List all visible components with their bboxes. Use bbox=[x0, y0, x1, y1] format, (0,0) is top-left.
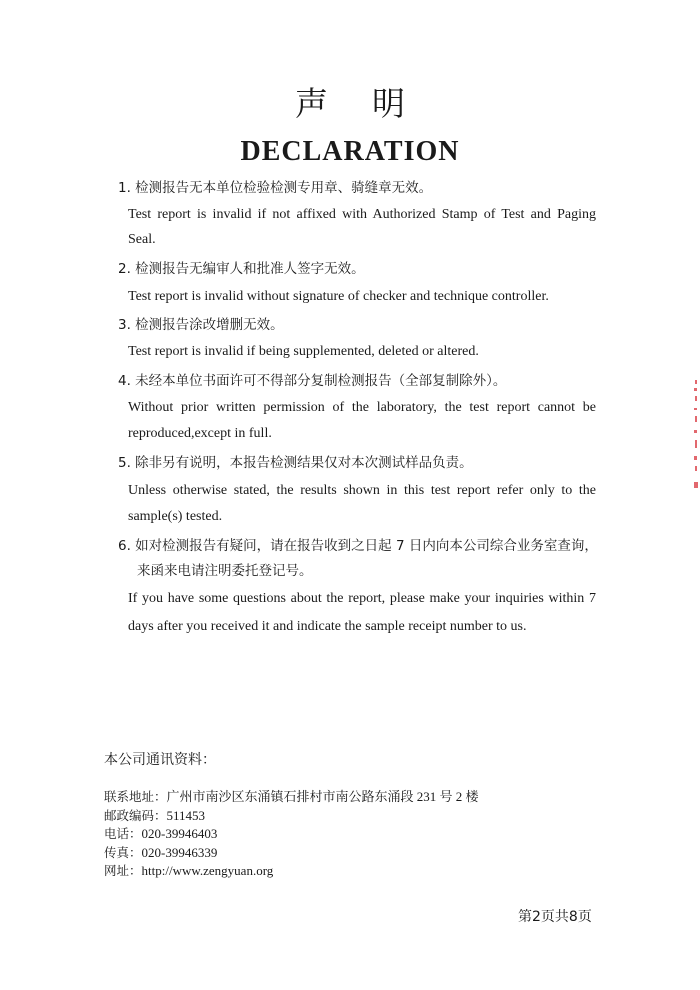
item-6-cn-line-2: 来函来电请注明委托登记号。 bbox=[137, 563, 313, 579]
phone-label: 电话： bbox=[104, 826, 142, 841]
page-number: 第2页共8页 bbox=[518, 909, 592, 925]
item-4-en-line-2: reproduced,except in full. bbox=[128, 426, 272, 441]
item-3-en-line-1: Test report is invalid if being supplemented, deleted or altered. bbox=[128, 344, 479, 359]
web-label: 网址： bbox=[104, 863, 142, 878]
postcode-value: 511453 bbox=[166, 807, 206, 823]
item-1-cn: 1. 检测报告无本单位检验检测专用章、骑缝章无效。 bbox=[118, 180, 433, 196]
address-value: 广州市南沙区东涌镇石排村市南公路东涌段 231 号 2 楼 bbox=[166, 789, 479, 804]
title-english: DECLARATION bbox=[240, 136, 460, 167]
web-value: http://www.zengyuan.org bbox=[141, 863, 274, 878]
fax-value: 020-39946339 bbox=[141, 844, 218, 860]
contact-fax-row bbox=[104, 844, 479, 863]
contact-info bbox=[104, 750, 479, 881]
address-label: 联系地址： bbox=[104, 789, 167, 804]
contact-address-row bbox=[104, 788, 479, 807]
title-chinese: 声明 bbox=[295, 84, 449, 123]
item-4-en-line-1: Without prior written permission of the laboratory, the test report cannot be bbox=[128, 400, 596, 415]
item-2-cn: 2. 检测报告无编审人和批准人签字无效。 bbox=[118, 261, 365, 277]
postcode-label: 邮政编码： bbox=[104, 807, 167, 823]
paging-seal-edge bbox=[686, 378, 700, 498]
item-2-en-line-1: Test report is invalid without signature of checker and technique controller. bbox=[128, 289, 549, 304]
item-6-en-line-1: If you have some questions about the report, please make your inquiries within 7 bbox=[128, 591, 596, 606]
item-1-en-line-2: Seal. bbox=[128, 232, 156, 247]
contact-postcode-row bbox=[104, 807, 479, 826]
contact-phone-row bbox=[104, 825, 479, 844]
item-5-en-line-2: sample(s) tested. bbox=[128, 509, 223, 524]
item-1-en-line-1: Test report is invalid if not affixed with Authorized Stamp of Test and Paging bbox=[128, 207, 596, 222]
contact-title: 本公司通讯资料： bbox=[104, 752, 216, 768]
contact-web-row bbox=[104, 862, 479, 881]
item-5-en-line-1: Unless otherwise stated, the results shown in this test report refer only to the bbox=[128, 483, 596, 498]
phone-value: 020-39946403 bbox=[141, 826, 218, 841]
item-4-cn: 4. 未经本单位书面许可不得部分复制检测报告（全部复制除外）。 bbox=[118, 373, 507, 389]
item-6-en-line-2: days after you received it and indicate the sample receipt number to us. bbox=[128, 619, 527, 634]
item-3-cn: 3. 检测报告涂改增删无效。 bbox=[118, 317, 284, 333]
fax-label: 传真： bbox=[104, 844, 142, 860]
item-6-cn: 6. 如对检测报告有疑问，请在报告收到之日起 7 日内向本公司综合业务室查询， bbox=[118, 538, 598, 554]
item-5-cn: 5. 除非另有说明，本报告检测结果仅对本次测试样品负责。 bbox=[118, 455, 473, 471]
